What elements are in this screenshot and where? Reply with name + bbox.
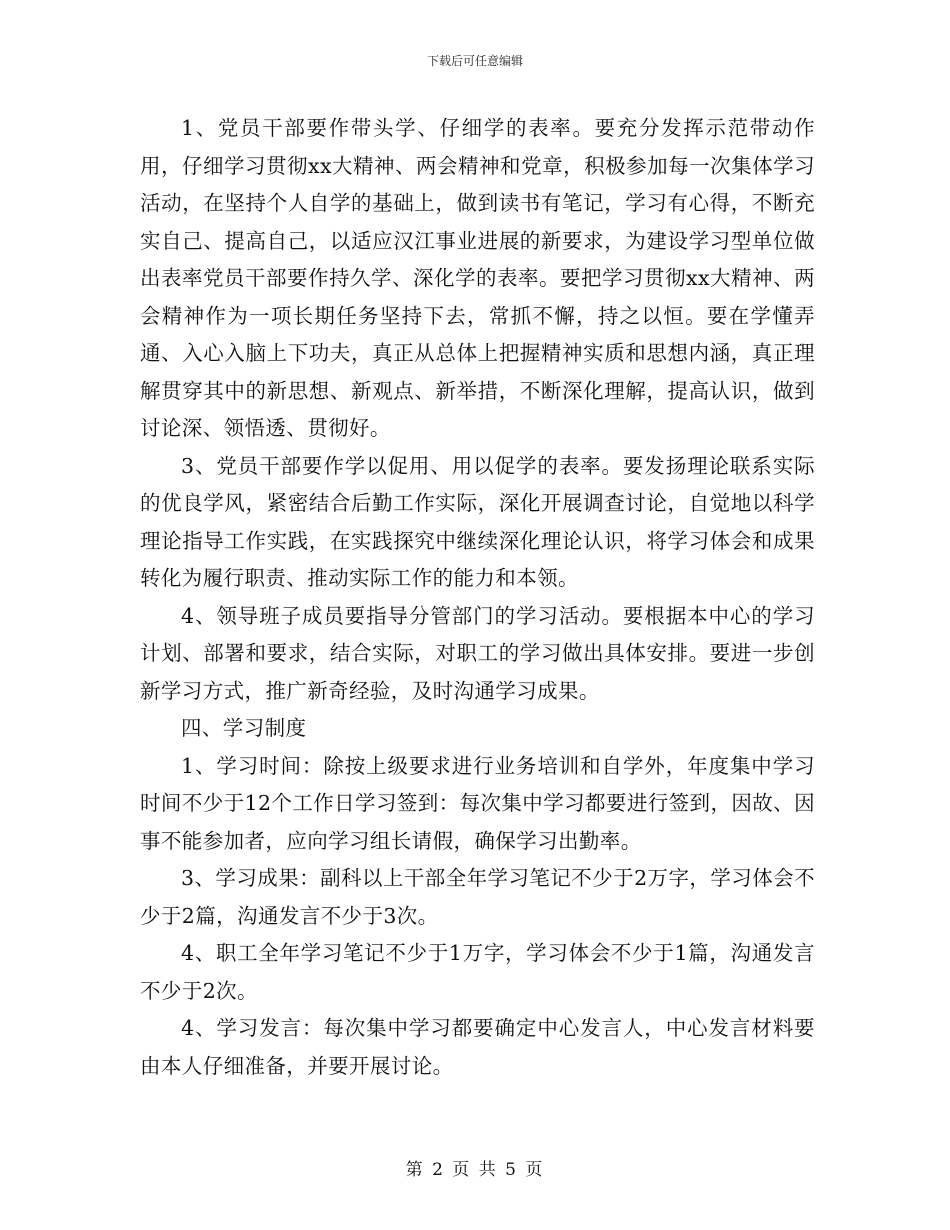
paragraph: 1、党员干部要作带头学、仔细学的表率。要充分发挥示范带动作用，仔细学习贯彻xx大精神、两会精神和党章，积极参加每一次集体学习活动，在坚持个人自学的基础上，做到读书有笔记，学习有心得，不断充实自己、提高自己，以适应汉江事业进展的新要求，为建设学习型单位做出表率党员干部要作持久学、深化学的表率。要把学习贯彻xx大精神、两会精神作为一项长期任务坚持下去，常抓不懈，持之以恒。要在学懂弄通、入心入脑上下功夫，真正从总体上把握精神实质和思想内涵，真正理解贯穿其中的新思想、新观点、新举措，不断深化理解，提高认识，做到讨论深、领悟透、贯彻好。 [140,116,815,440]
document-body [140,110,815,1085]
paragraph: 4、职工全年学习笔记不少于1万字，学习体会不少于1篇，沟通发言不少于2次。 [140,941,815,1003]
page-header: 下载后可任意编辑 [426,54,523,68]
paragraph: 4、领导班子成员要指导分管部门的学习活动。要根据本中心的学习计划、部署和要求，结合实际，对职工的学习做出具体安排。要进一步创新学习方式，推广新奇经验，及时沟通学习成果。 [140,603,815,703]
paragraph: 4、学习发言：每次集中学习都要确定中心发言人，中心发言材料要由本人仔细准备，并要开展讨论。 [140,1016,815,1078]
paragraph: 3、学习成果：副科以上干部全年学习笔记不少于2万字，学习体会不少于2篇，沟通发言不少于3次。 [140,866,815,928]
paragraph: 1、学习时间：除按上级要求进行业务培训和自学外，年度集中学习时间不少于12个工作日学习签到：每次集中学习都要进行签到，因故、因事不能参加者，应向学习组长请假，确保学习出勤率。 [140,753,815,853]
page-footer: 第 2 页 共 5 页 [405,1160,545,1180]
paragraph: 3、党员干部要作学以促用、用以促学的表率。要发扬理论联系实际的优良学风，紧密结合后勤工作实际，深化开展调查讨论，自觉地以科学理论指导工作实践，在实践探究中继续深化理论认识，将学习体会和成果转化为履行职责、推动实际工作的能力和本领。 [140,453,815,590]
section-heading: 四、学习制度 [181,716,307,740]
